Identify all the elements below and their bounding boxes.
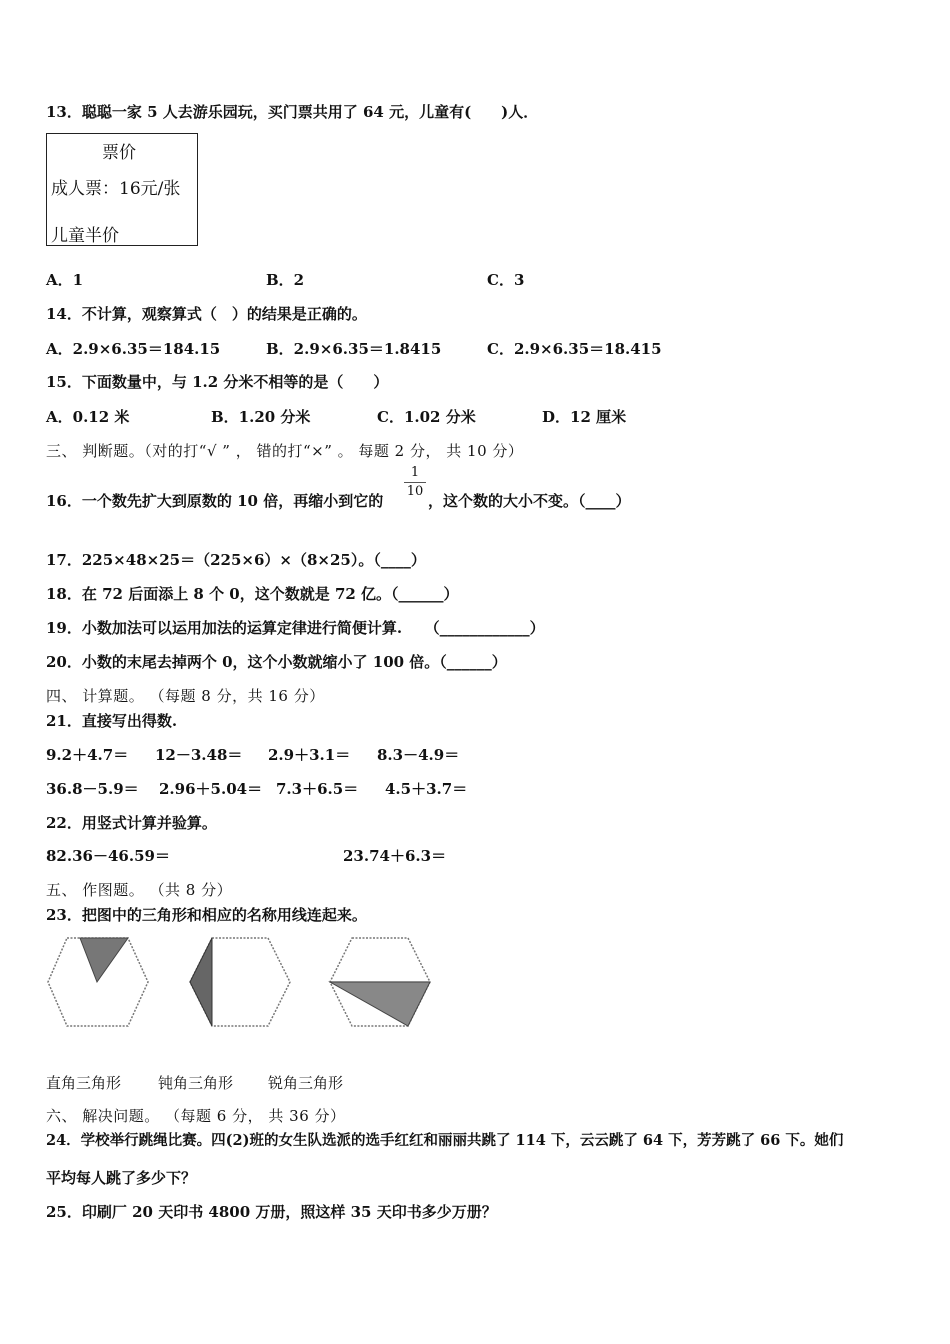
q13-option-a[interactable]: A．1 — [46, 271, 84, 289]
section-5-heading: 五、 作图题。 （共 8 分） — [46, 881, 233, 899]
q13-option-c[interactable]: C．3 — [487, 271, 525, 289]
q16-text-after: ，这个数的大小不变。（____） — [428, 492, 631, 510]
q16-fraction — [404, 466, 426, 499]
q21-item: 8.3－4.9＝ — [377, 746, 460, 764]
q22-item: 23.74＋6.3＝ — [343, 847, 447, 865]
ticket-title: 票价 — [102, 143, 136, 163]
section-6-heading: 六、 解决问题。 （每题 6 分， 共 36 分） — [46, 1107, 346, 1125]
ticket-adult: 成人票：16元/张 — [51, 179, 181, 199]
q14-option-c[interactable]: C．2.9×6.35＝18.415 — [487, 340, 662, 358]
q15-option-a[interactable]: A．0.12 米 — [46, 408, 130, 426]
fraction-numerator: 1 — [410, 465, 420, 480]
q15-option-d[interactable]: D．12 厘米 — [542, 408, 627, 426]
label-acute-triangle: 锐角三角形 — [268, 1074, 344, 1092]
q22-text: 22．用竖式计算并验算。 — [46, 814, 217, 832]
q24-text-line2: 平均每人跳了多少下？ — [46, 1169, 197, 1187]
obtuse-triangle-shaded — [190, 938, 212, 1026]
q13-text: 13．聪聪一家 5 人去游乐园玩，买门票共用了 64 元，儿童有( )人． — [46, 103, 539, 121]
q15-text: 15．下面数量中，与 1.2 分米不相等的是（ ） — [46, 373, 389, 391]
hexagon-3 — [330, 938, 430, 1026]
q23-text: 23．把图中的三角形和相应的名称用线连起来。 — [46, 906, 367, 924]
ticket-price-box — [46, 133, 198, 246]
q21-item: 2.9＋3.1＝ — [268, 746, 351, 764]
q21-item: 7.3＋6.5＝ — [276, 780, 359, 798]
q21-item: 12－3.48＝ — [155, 746, 243, 764]
right-triangle-shaded — [330, 982, 430, 1026]
q14-text: 14．不计算，观察算式（ ）的结果是正确的。 — [46, 305, 367, 323]
hexagon-2 — [190, 938, 290, 1026]
q21-text: 21．直接写出得数. — [46, 712, 178, 730]
label-right-triangle: 直角三角形 — [46, 1074, 122, 1092]
section-4-heading: 四、 计算题。 （每题 8 分，共 16 分） — [46, 687, 325, 705]
q21-item: 36.8－5.9＝ — [46, 780, 139, 798]
fraction-denominator: 10 — [406, 484, 424, 499]
q25-text: 25．印刷厂 20 天印书 4800 万册，照这样 35 天印书多少万册？ — [46, 1203, 497, 1221]
acute-triangle-shaded — [80, 938, 128, 982]
q21-item: 2.96＋5.04＝ — [159, 780, 263, 798]
q16-text-before: 16．一个数先扩大到原数的 10 倍，再缩小到它的 — [46, 492, 384, 510]
q15-option-c[interactable]: C．1.02 分米 — [377, 408, 476, 426]
q14-option-a[interactable]: A．2.9×6.35＝184.15 — [46, 340, 221, 358]
q22-item: 82.36－46.59＝ — [46, 847, 170, 865]
q21-item: 4.5＋3.7＝ — [385, 780, 468, 798]
q14-option-b[interactable]: B．2.9×6.35＝1.8415 — [266, 340, 442, 358]
section-3-heading: 三、 判断题。（对的打“√ ” ， 错的打“×” 。 每题 2 分， 共 10 分） — [46, 442, 524, 460]
q20-text: 20．小数的末尾去掉两个 0，这个小数就缩小了 100 倍。（______） — [46, 653, 507, 671]
q18-text: 18．在 72 后面添上 8 个 0，这个数就是 72 亿。（______） — [46, 585, 459, 603]
hexagon-1 — [48, 938, 148, 1026]
q24-text-line1: 24．学校举行跳绳比赛。四(2)班的女生队选派的选手红红和丽丽共跳了 114 下，云云跳了 64 下，芳芳跳了 66 下。她们 — [46, 1132, 844, 1149]
q15-option-b[interactable]: B．1.20 分米 — [211, 408, 311, 426]
q19-text: 19．小数加法可以运用加法的运算定律进行简便计算. （____________） — [46, 619, 545, 637]
hexagon-figures — [40, 930, 440, 1035]
q17-text: 17．225×48×25＝（225×6）×（8×25）。（____） — [46, 551, 426, 569]
q13-option-b[interactable]: B．2 — [266, 271, 305, 289]
label-obtuse-triangle: 钝角三角形 — [158, 1074, 234, 1092]
q21-item: 9.2＋4.7＝ — [46, 746, 129, 764]
ticket-child: 儿童半价 — [51, 226, 119, 246]
